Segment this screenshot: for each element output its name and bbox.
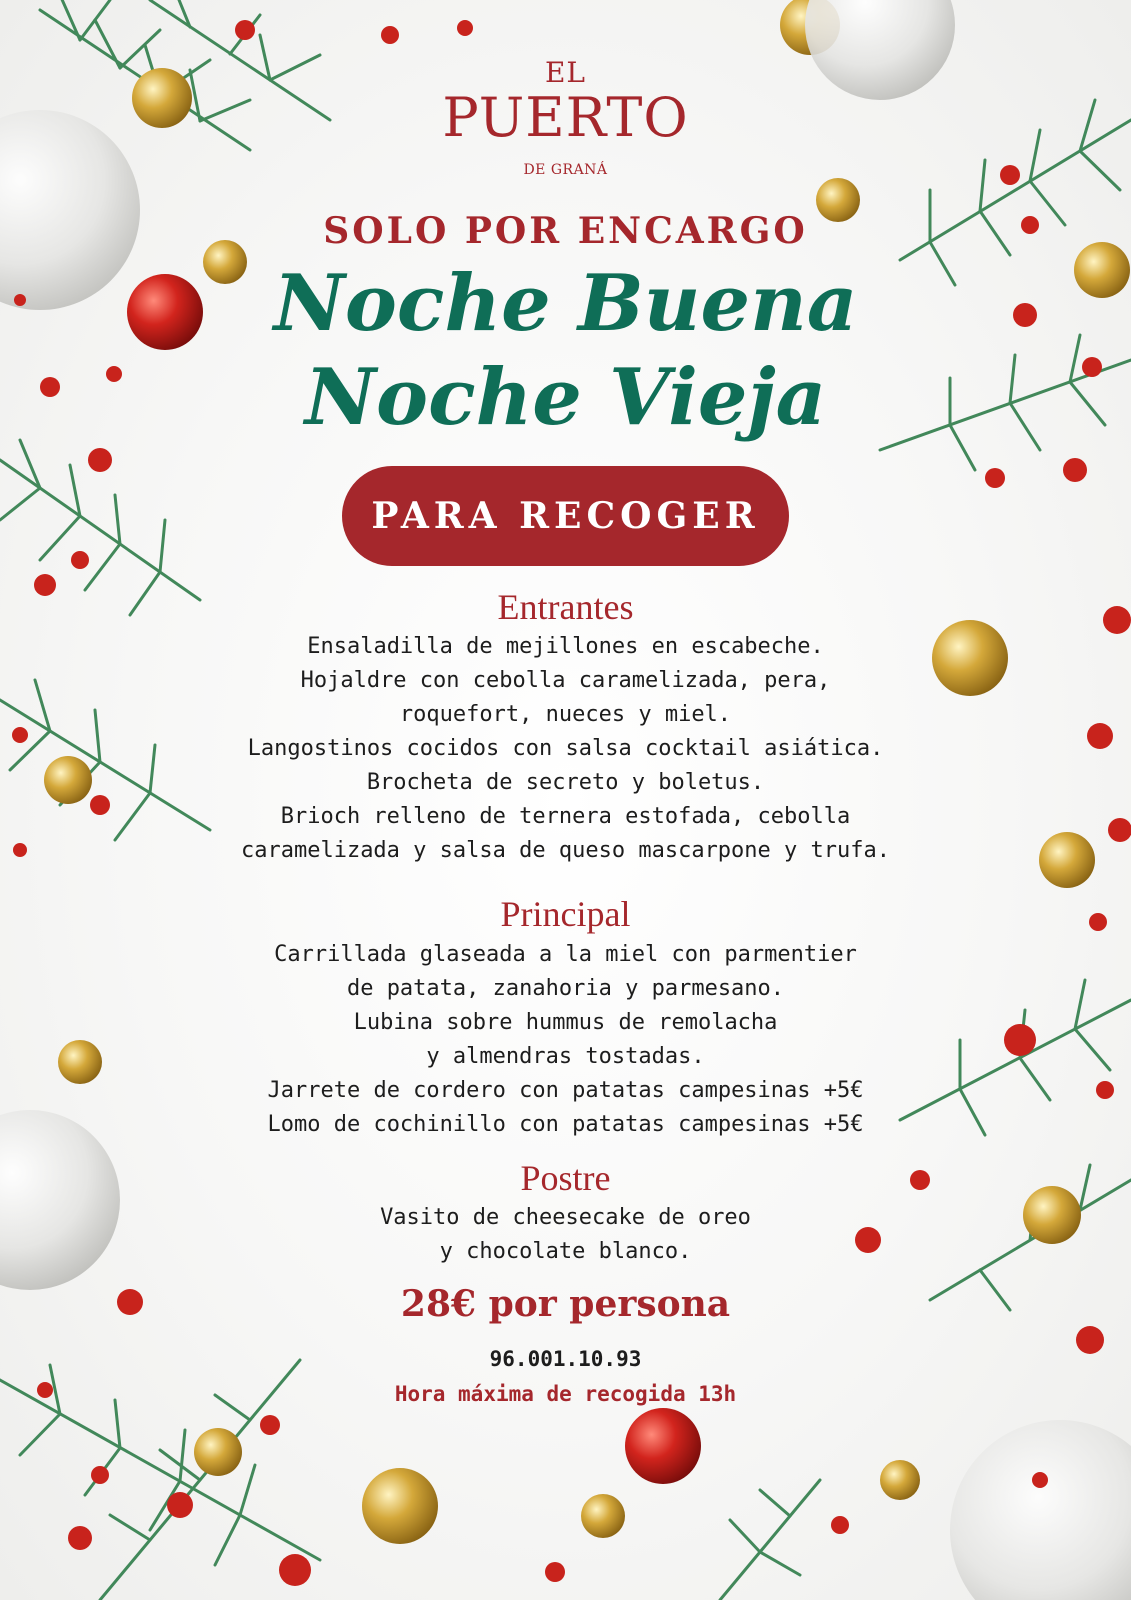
menu-line: Ensaladilla de mejillones en escabeche. <box>307 634 824 659</box>
title-noche-buena: Noche Buena <box>273 258 858 349</box>
para-recoger-badge <box>342 466 789 566</box>
menu-line: caramelizada y salsa de queso mascarpone y trufa. <box>240 838 890 863</box>
section-heading-entrantes: Entrantes <box>497 587 634 627</box>
logo-grana: DE GRANÁ <box>523 162 608 178</box>
entrantes-list <box>0 630 1131 868</box>
pickup-time: Hora máxima de recogida 13h <box>394 1382 737 1406</box>
menu-line: Lomo de cochinillo con patatas campesinas +5€ <box>267 1112 864 1137</box>
phone-number: 96.001.10.93 <box>489 1347 642 1371</box>
principal-list <box>0 938 1131 1142</box>
tagline: SOLO POR ENCARGO <box>323 210 808 252</box>
menu-line: Hojaldre con cebolla caramelizada, pera, <box>300 668 831 693</box>
logo-el: EL <box>544 56 587 89</box>
menu-line: Vasito de cheesecake de oreo <box>380 1205 751 1230</box>
logo-puerto: PUERTO <box>442 86 689 149</box>
menu-line: Langostinos cocidos con salsa cocktail asiática. <box>247 736 884 761</box>
menu-line: Brocheta de secreto y boletus. <box>366 770 765 795</box>
para-recoger-label: PARA RECOGER <box>371 495 760 537</box>
menu-line: Jarrete de cordero con patatas campesinas +5€ <box>267 1078 864 1103</box>
menu-line: Carrillada glaseada a la miel con parmentier <box>274 942 857 967</box>
price: 28€ por persona <box>400 1283 731 1325</box>
menu-line: Brioch relleno de ternera estofada, cebolla <box>280 804 851 829</box>
menu-line: de patata, zanahoria y parmesano. <box>346 976 785 1001</box>
section-heading-principal: Principal <box>500 894 631 934</box>
menu-line: y chocolate blanco. <box>439 1239 692 1264</box>
title-noche-vieja: Noche Vieja <box>304 352 827 443</box>
menu-line: Lubina sobre hummus de remolacha <box>353 1010 778 1035</box>
section-heading-postre: Postre <box>520 1158 611 1198</box>
menu-line: roquefort, nueces y miel. <box>399 702 732 727</box>
menu-line: y almendras tostadas. <box>426 1044 705 1069</box>
postre-list <box>0 1201 1131 1269</box>
